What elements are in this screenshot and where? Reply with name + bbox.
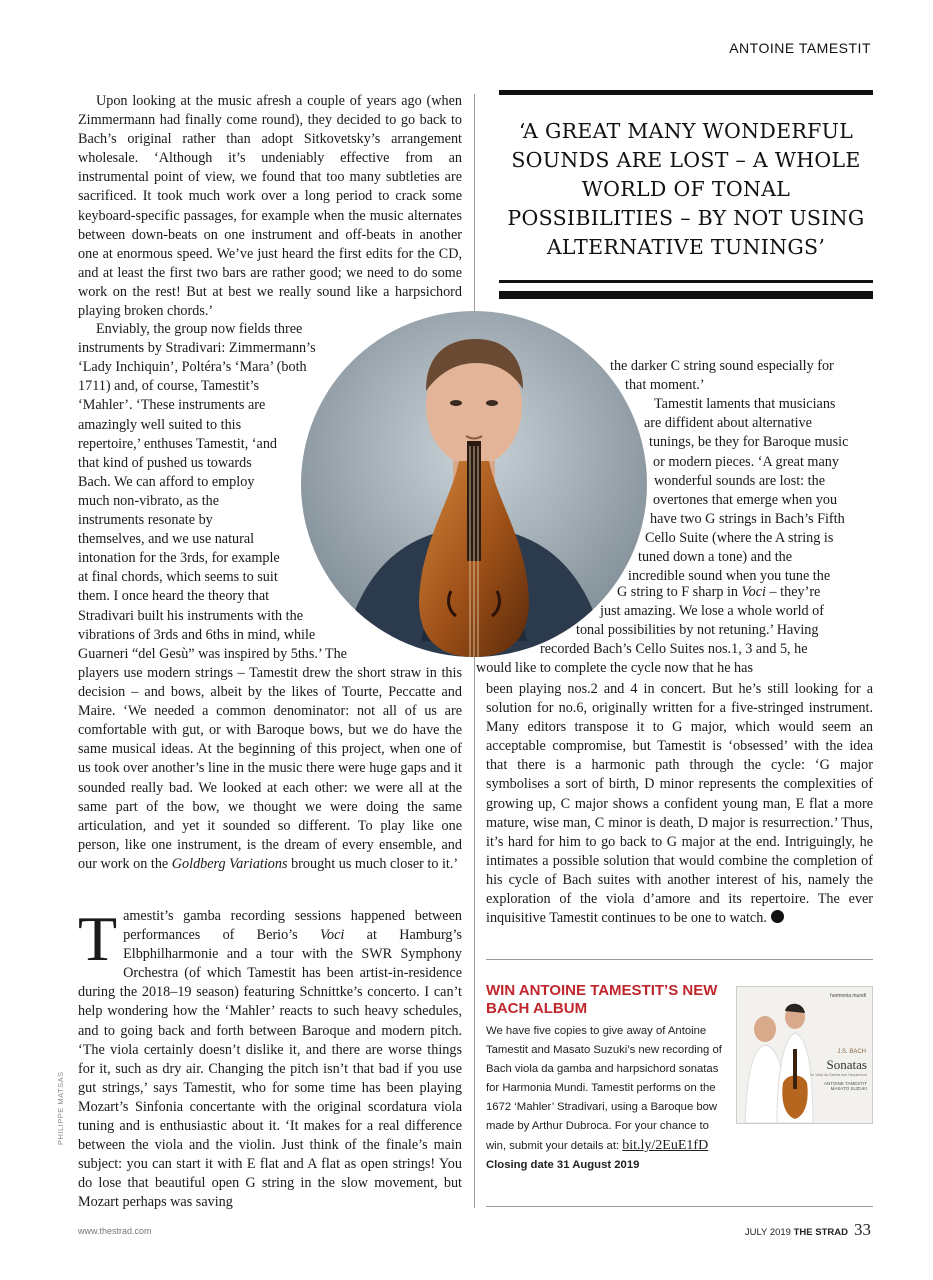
left-wrap-line: ‘Lady Inchiquin’, Poltéra’s ‘Mara’ (both	[78, 359, 307, 376]
right-wrap-line: have two G strings in Bach’s Fifth	[650, 510, 845, 527]
album-subtitle: for Viola da Gamba and Harpsichord	[810, 1073, 867, 1077]
paragraph-3-text-a: amestit’s gamba recording sessions happened between performances of Berio’s	[123, 908, 462, 944]
win-body	[486, 1022, 726, 1175]
left-wrap-line: at final chords, which seems to suit	[78, 569, 278, 586]
left-wrap-line: much non-vibrato, as the	[78, 492, 220, 509]
left-wrap-line: vibrations of 3rds and 6ths in mind, while	[78, 626, 316, 643]
right-wrap-line: the darker C string sound especially for	[610, 358, 834, 374]
left-wrap-line: ‘Mahler’. ‘These instruments are	[78, 397, 266, 414]
portrait-photo	[301, 311, 647, 657]
paragraph-2-text-b: brought us much closer to it.’	[287, 855, 459, 872]
left-column-bottom	[78, 903, 462, 1213]
right-wrap-line: overtones that emerge when you	[653, 491, 838, 508]
win-closing-date: Closing date 31 August 2019	[486, 1159, 640, 1171]
footer-magazine: THE STRAD	[793, 1227, 848, 1238]
footer-folio	[745, 1220, 871, 1240]
right-wrap-line: are diffident about alternative	[644, 415, 812, 432]
left-wrap-line: Guarneri “del Gesù” was inspired by 5ths.’ The	[78, 645, 347, 662]
paragraph-2-continued	[78, 664, 462, 874]
footer-date: JULY 2019	[744, 1227, 791, 1238]
quote-bottom-thick-rule	[499, 291, 873, 299]
right-wrap-line: tuned down a tone) and the	[638, 549, 793, 565]
left-wrap-line: Enviably, the group now fields three	[96, 321, 303, 337]
win-bottom-rule	[486, 1206, 873, 1207]
win-link[interactable]: bit.ly/2EuE1fD	[622, 1138, 709, 1153]
paragraph-3	[78, 903, 462, 1213]
page-number: 33	[854, 1220, 871, 1239]
album-title: Sonatas	[826, 1057, 867, 1072]
win-body-text: We have five copies to give away of Antoine Tamestit and Masato Suzuki’s new recording of Bach viola da gamba and harpsichord sonatas for Harmonia Mundi. Tamestit performs on the 1672 ‘Mahler’ Stradivari, using a Baroque bow made by Arthur Dubroca. For your chance to win, submit your details at:	[486, 1025, 722, 1152]
left-wrap-line: themselves, and we use natural	[78, 531, 255, 548]
left-wrap-line: 1711) and, of course, Tamestit’s	[78, 378, 260, 395]
left-wrap-line: them. I once heard the theory that	[78, 588, 270, 605]
left-wrap-line: that kind of pushed us towards	[78, 454, 252, 471]
left-wrap-line: Bach. We can afford to employ	[78, 473, 255, 490]
right-paragraph-text: been playing nos.2 and 4 in concert. But he’s still looking for a solution for no.6, originally written for a five-stringed instrument. Many editors transpose it to G major, which would seem an acceptable compromise, but Tamestit is ‘obsessed’ with the idea that there is a harmonic path through the cycle: ‘G major symbolises a sort of birth, D minor represents the complexities of growing up, C major shows a confident young man, E flat a more mature, wise man, C minor is death, D major is resurrection.’ Thus, it’s hard for him to go back to G major at the end. Intriguingly, he intimates a possible solution that would combine the completion of his cycle of Bach suites with another interest of his, namely the exploration of the viola d’amore and its repertoire. The ever inquisitive Tamestit continues to be one to watch.	[486, 681, 873, 927]
album-artists: ANTOINE TAMESTIT MASATO SUZUKI	[823, 1081, 867, 1091]
left-column-middle	[78, 664, 462, 874]
right-wrap-line: incredible sound when you tune the	[628, 568, 831, 585]
paragraph-2-text-a: players use modern strings – Tamestit drew the short straw in this decision – and bows, albeit by the likes of Tourte, Peccatte and Maire. ‘We needed a common denominator: not all of us are comfortable with gut, or with Baroque bows, but we do have the same musical ideas. At the beginning of this project, when one of us took over another’s line in the music there were huge gaps and it sounded really bad. We looked at each other: we were all at the same part of the bow, we thought we were doing the same articulation, and yet it sounded so different. To play like one person, like one instrument, is the dream of every ensemble, and our work on the	[78, 665, 462, 872]
album-cover	[736, 986, 873, 1124]
voci-line-text-a: G string to F sharp in	[617, 584, 742, 600]
right-wrap-line: would like to complete the cycle now that he has	[476, 660, 753, 677]
drop-cap: T	[78, 903, 118, 974]
voci-line-italic: Voci	[741, 584, 766, 600]
win-title: WIN ANTOINE TAMESTIT’S NEW BACH ALBUM	[486, 982, 718, 1017]
pull-quote	[499, 90, 873, 299]
win-top-rule	[486, 959, 873, 960]
page-header-title: ANTOINE TAMESTIT	[729, 40, 871, 56]
right-column-body	[486, 680, 873, 928]
right-wrap-line: or modern pieces. ‘A great many	[653, 453, 839, 470]
album-cover-art	[737, 987, 872, 1123]
right-wrap-line: recorded Bach’s Cello Suites nos.1, 3 and 5, he	[540, 641, 808, 658]
left-wrap-line: instruments resonate by	[78, 512, 213, 528]
right-wrap-line: just amazing. We lose a whole world of	[600, 603, 824, 619]
right-wrap-line: tunings, be they for Baroque music	[649, 434, 849, 451]
footer-url: www.thestrad.com	[78, 1226, 152, 1236]
album-composer: J.S. BACH	[837, 1049, 866, 1055]
pull-quote-text: ‘A GREAT MANY WONDERFUL SOUNDS ARE LOST – A WHOLE WORLD OF TONAL POSSIBILITIES – BY NOT USING ALTERNATIVE TUNINGS’	[507, 119, 865, 259]
photo-credit: PHILIPPE MATSAS	[56, 1071, 65, 1145]
end-mark-icon	[771, 910, 784, 923]
goldberg-title: Goldberg Variations	[171, 855, 288, 872]
right-wrap-line: tonal possibilities by not retuning.’ Having	[576, 622, 819, 639]
violist-portrait-illustration	[301, 311, 647, 657]
right-voci-line	[617, 583, 820, 602]
left-wrap-line: amazingly well suited to this	[78, 416, 242, 433]
right-paragraph	[486, 680, 873, 928]
left-wrap-line: Stradivari built his instruments with the	[78, 607, 304, 624]
paragraph-3-text-b: at Hamburg’s Elbphilharmonie and a tour with the SWR Symphony Orchestra (of which Tamestit has been artist-in-residence during the 2018–19 season) featuring Schnittke’s concerto. I can’t help wondering how the ‘Mahler’ reacts to such heavy schedules, and to going back and forth between Baroque and modern pitch. ‘The viola certainly doesn’t dislike it, and there are worse things for it, such as dry air. Changing the pitch isn’t that bad if you use gut strings,’ says Tamestit, who for some time has been playing Mozart’s Sinfonia concertante with the original scordatura viola tuning and is enthusiastic about it. ‘It makes for a real difference between the viola and the violin. Just think of the finale’s main subject: you can start it with E flat and A flat as open strings! You do lose that beautiful open G string in the slow movement, but Mozart perhaps was saving	[78, 927, 462, 1211]
voci-title: Voci	[319, 927, 345, 944]
left-column-top	[78, 92, 462, 321]
voci-line-text-b: – they’re	[765, 584, 821, 600]
left-wrap-line: repertoire,’ enthuses Tamestit, ‘and	[78, 435, 278, 452]
right-wrap-line: wonderful sounds are lost: the	[654, 472, 826, 489]
left-wrap-line: instruments by Stradivari: Zimmermann’s	[78, 340, 316, 357]
right-wrap-line: Tamestit laments that musicians	[654, 396, 836, 413]
album-label: harmonia mundi	[830, 993, 866, 999]
paragraph-1: Upon looking at the music afresh a couple of years ago (when Zimmermann had finally come round), they decided to go back to Bach’s original rather than adopt Sitkovetsky’s arrangement wholesale. ‘Although it’s undeniably effective from an instrumental point of view, we found that too many subtleties are sacrificed. It took much work over a long period to crack some keyboard-specific passages, for example when the music alternates between down-beats on one instrument and off-beats in another one at enormous speed. We’ve just heard the first edits for the CD, and at least the first two bars are rather good; we need to do some work on the rest! But at best we really sound like a harpsichord playing broken chords.’	[78, 93, 462, 320]
right-wrap-line: that moment.’	[625, 377, 705, 394]
left-wrap-line: intonation for the 3rds, for example	[78, 550, 280, 567]
right-wrap-line: Cello Suite (where the A string is	[645, 529, 834, 546]
